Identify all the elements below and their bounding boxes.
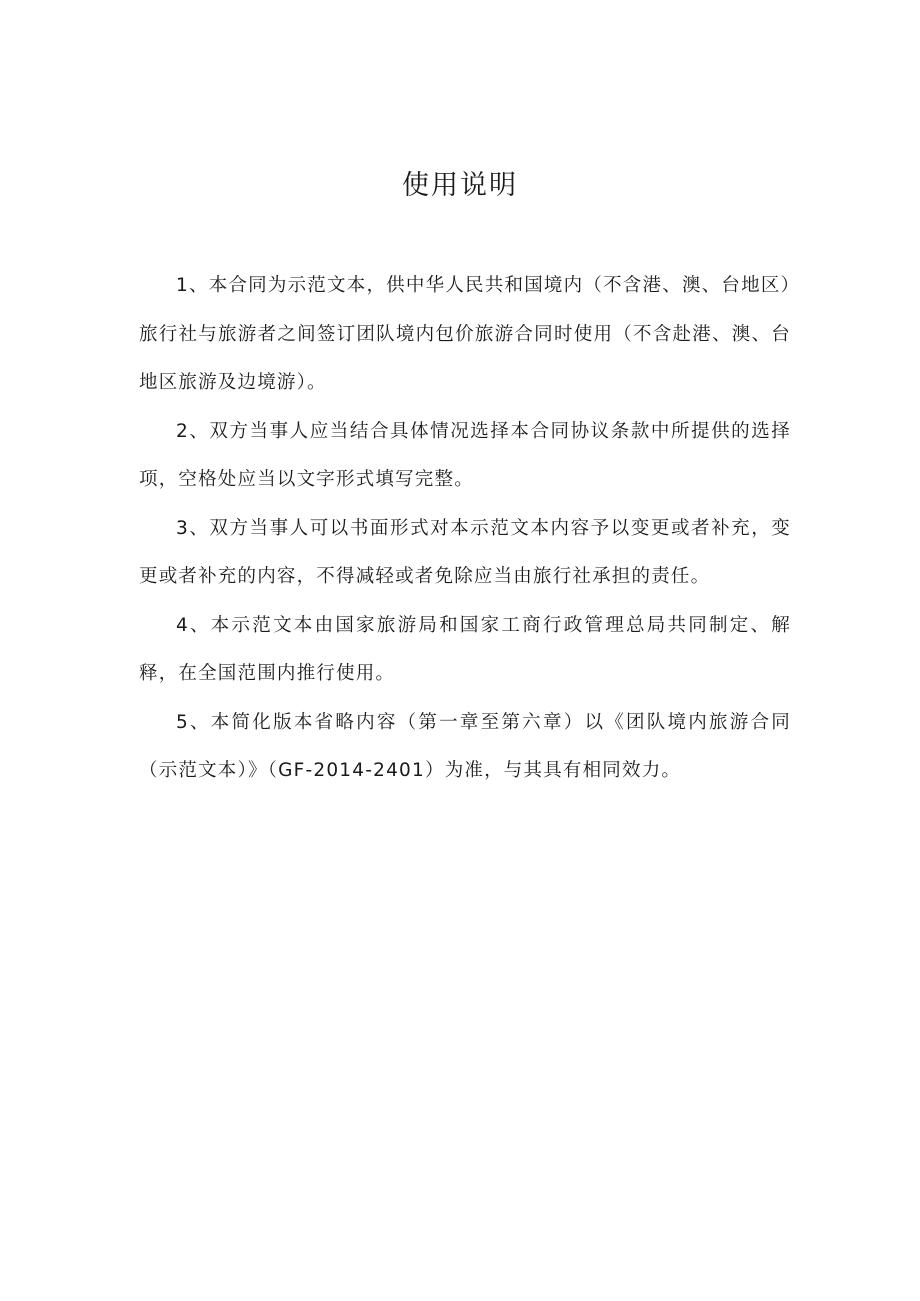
instruction-paragraph-5: 5、本简化版本省略内容（第一章至第六章）以《团队境内旅游合同（示范文本）》（GF-2014-2401）为准，与其具有相同效力。 bbox=[139, 711, 791, 781]
instruction-paragraph-4: 4、本示范文本由国家旅游局和国家工商行政管理总局共同制定、解释，在全国范围内推行使用。 bbox=[139, 614, 791, 684]
page-title: 使用说明 bbox=[402, 170, 518, 201]
instruction-paragraph-2: 2、双方当事人应当结合具体情况选择本合同协议条款中所提供的选择项，空格处应当以文字形式填写完整。 bbox=[139, 420, 791, 490]
instructions-body bbox=[139, 262, 791, 796]
instruction-paragraph-1: 1、本合同为示范文本，供中华人民共和国境内（不含港、澳、台地区）旅行社与旅游者之间签订团队境内包价旅游合同时使用（不含赴港、澳、台地区旅游及边境游）。 bbox=[139, 275, 791, 393]
instruction-paragraph-3: 3、双方当事人可以书面形式对本示范文本内容予以变更或者补充，变更或者补充的内容，不得减轻或者免除应当由旅行社承担的责任。 bbox=[139, 517, 791, 587]
